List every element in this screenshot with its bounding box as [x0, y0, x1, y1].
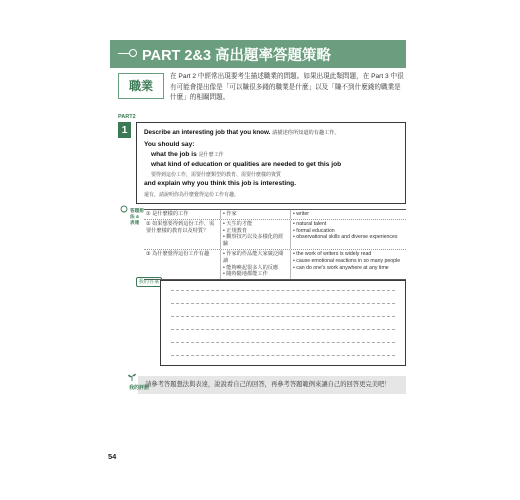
question-prompt-zh: 請描述你所知道的有趣工作。 [272, 130, 340, 136]
table-bullet-en-text: cause emotional reactions in so many people [296, 257, 401, 264]
table-bullet-en: • formal education [293, 227, 335, 234]
part-label: PART2 [118, 114, 136, 120]
table-bullet-zh-text: 作家 [226, 211, 237, 217]
category-description: 在 Part 2 中經常出現要考生描述職業的問題。如果出現此類問題，在 Part 3 中很有可能會提出像是「可以賺很多錢的職業是什麼」以及「賺不到什麼錢的職業是什麼」的相關問題。 [170, 73, 404, 101]
table-bullet-zh: • 作家的作品能大家廣泛閱讀 [223, 250, 284, 264]
plant-icon [127, 372, 137, 382]
page-number: 54 [108, 452, 117, 461]
table-bullet-en-text: natural talent [296, 220, 327, 227]
question-prompt [144, 129, 340, 136]
question-item-3-zh: 還有，請說明你為什麼覺得這份工作有趣。 [144, 192, 240, 198]
table-row [144, 210, 406, 220]
table-bullet-en: • observational skills and diverse experiences [293, 234, 398, 241]
question-item-2-zh: 要得到這份工作，需要什麼類型的教育、需要什麼樣的資質 [151, 172, 282, 178]
table-cell-en [290, 220, 406, 249]
question-number: 1 [118, 122, 131, 138]
should-say-label: You should say: [144, 141, 195, 148]
table-bullet-en-text: the work of writers is widely read [296, 250, 372, 257]
remark-label: 我的評語 [129, 385, 150, 391]
answer-line [171, 316, 395, 317]
table-bullet-en-text: observational skills and diverse experiences [296, 234, 398, 241]
question-item-1-zh: 是什麼工作 [198, 152, 224, 158]
question-prompt-en: Describe an interesting job that you know. [144, 129, 271, 136]
table-bullet-zh: • 天生的才能 [223, 220, 253, 227]
table-cell-question: ① 是什麼樣的工作 [146, 211, 189, 217]
table-cell-en [290, 250, 406, 279]
question-item-2-en: what kind of education or qualities are needed to get this job [151, 161, 342, 168]
table-bullet-en: • the work of writers is widely read [293, 250, 372, 257]
table-bullet-en: • writer [293, 211, 309, 217]
answer-line [171, 290, 395, 291]
answer-tag: 我的答案 [136, 277, 162, 287]
answer-line [171, 329, 395, 330]
table-bullet-en-text: formal education [296, 227, 335, 234]
header-circle-icon [129, 49, 137, 57]
table-bullet-zh: • 能夠喚起很多人的反應 [223, 264, 279, 271]
answer-line [171, 303, 395, 304]
table-bullet-zh-text: 作家的作品能大家廣泛閱讀 [223, 250, 284, 264]
table-cell-zh [220, 210, 290, 219]
table-bullet-zh-text: 天生的才能 [226, 220, 253, 227]
table-bullet-en: • natural talent [293, 220, 327, 227]
ideas-table [144, 209, 406, 280]
table-bullet-zh: • 隨時隨地都能工作 [223, 271, 268, 278]
table-row [144, 220, 406, 250]
remark-text: 請參考答題想法與表達，說說看自己的回答，再參考答題範例來讓自己的回答更完美吧！ [145, 381, 391, 388]
table-bullet-en-text: can do one's work anywhere at any time [296, 264, 389, 271]
section-title: PART 2&3 高出題率答題策略 [142, 48, 332, 64]
question-item-1-en: what the job is [151, 151, 197, 158]
table-bullet-zh: • 作家 [223, 211, 237, 217]
table-bullet-zh: • 正規教育 [223, 227, 248, 234]
answer-line [171, 355, 395, 356]
table-bullet-zh-text: 觀察技巧以及多樣化的經驗 [223, 234, 284, 248]
question-item-3-en: and explain why you think this job is interesting. [144, 180, 297, 187]
table-bullet-en: • cause emotional reactions in so many people [293, 257, 401, 264]
table-section-label: 答題想法 & 表達 [130, 208, 144, 225]
question-box [136, 122, 406, 204]
table-bullet-en: • can do one's work anywhere at any time [293, 264, 389, 271]
table-bullet-zh: • 觀察技巧以及多樣化的經驗 [223, 234, 284, 248]
category-label: 職業 [118, 73, 164, 99]
table-bullet-zh-text: 能夠喚起很多人的反應 [226, 264, 279, 271]
table-row [144, 250, 406, 279]
table-bullet-zh-text: 正規教育 [226, 227, 248, 234]
table-cell-question: ② 如果想要得到這份工作，需要什麼樣的教育以及特質？ [146, 220, 215, 234]
table-cell-en [290, 210, 406, 219]
table-cell-zh [220, 220, 290, 249]
answer-writing-box[interactable] [160, 280, 406, 366]
table-bullet-zh-text: 隨時隨地都能工作 [226, 271, 268, 278]
table-cell-question: ③ 為什麼覺得這份工作有趣 [146, 250, 210, 257]
answer-line [171, 342, 395, 343]
table-bullet-en-text: writer [296, 211, 309, 217]
question-item-1 [151, 151, 224, 158]
table-cell-zh [220, 250, 290, 279]
